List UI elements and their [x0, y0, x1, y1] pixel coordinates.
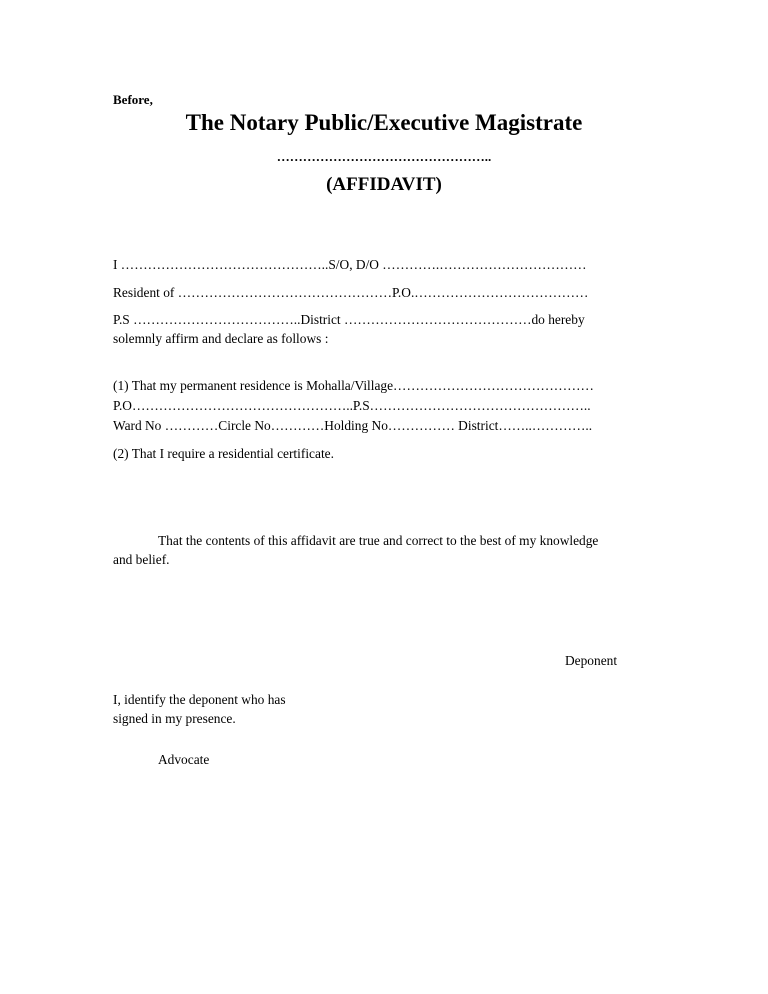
advocate-signature-label: Advocate — [158, 752, 210, 767]
declaration-1-residence: (1) That my permanent residence is Mohalla/Village……………………………………… — [113, 378, 594, 393]
declaration-1-ward-circle: Ward No …………Circle No…………Holding No…………… District……..………….. — [113, 418, 593, 433]
declaration-1-po-ps: P.O…………………………………………..P.S………………………………………….. — [113, 398, 591, 413]
identification-line-2: signed in my presence. — [113, 711, 236, 726]
deponent-signature-label: Deponent — [565, 653, 618, 668]
page-title: The Notary Public/Executive Magistrate — [185, 110, 583, 135]
affirmation-line: solemnly affirm and declare as follows : — [113, 331, 329, 346]
identification-line-1: I, identify the deponent who has — [113, 692, 286, 707]
verification-line-2: and belief. — [113, 552, 170, 567]
verification-line-1: That the contents of this affidavit are true and correct to the best of my knowledge — [158, 533, 599, 548]
magistrate-name-blank: ………………………………………….. — [276, 149, 492, 164]
declaration-2-certificate: (2) That I require a residential certificate. — [113, 446, 334, 461]
identity-district-line: P.S ………………………………..District ……………………………………do hereby — [113, 312, 585, 327]
identity-name-line: I ………………………………………..S/O, D/O ………….…………………………… — [113, 257, 587, 272]
document-type-heading: (AFFIDAVIT) — [326, 174, 442, 195]
identity-residence-line: Resident of …………………………………………P.O.………………………………… — [113, 285, 589, 300]
before-label: Before, — [113, 92, 153, 107]
